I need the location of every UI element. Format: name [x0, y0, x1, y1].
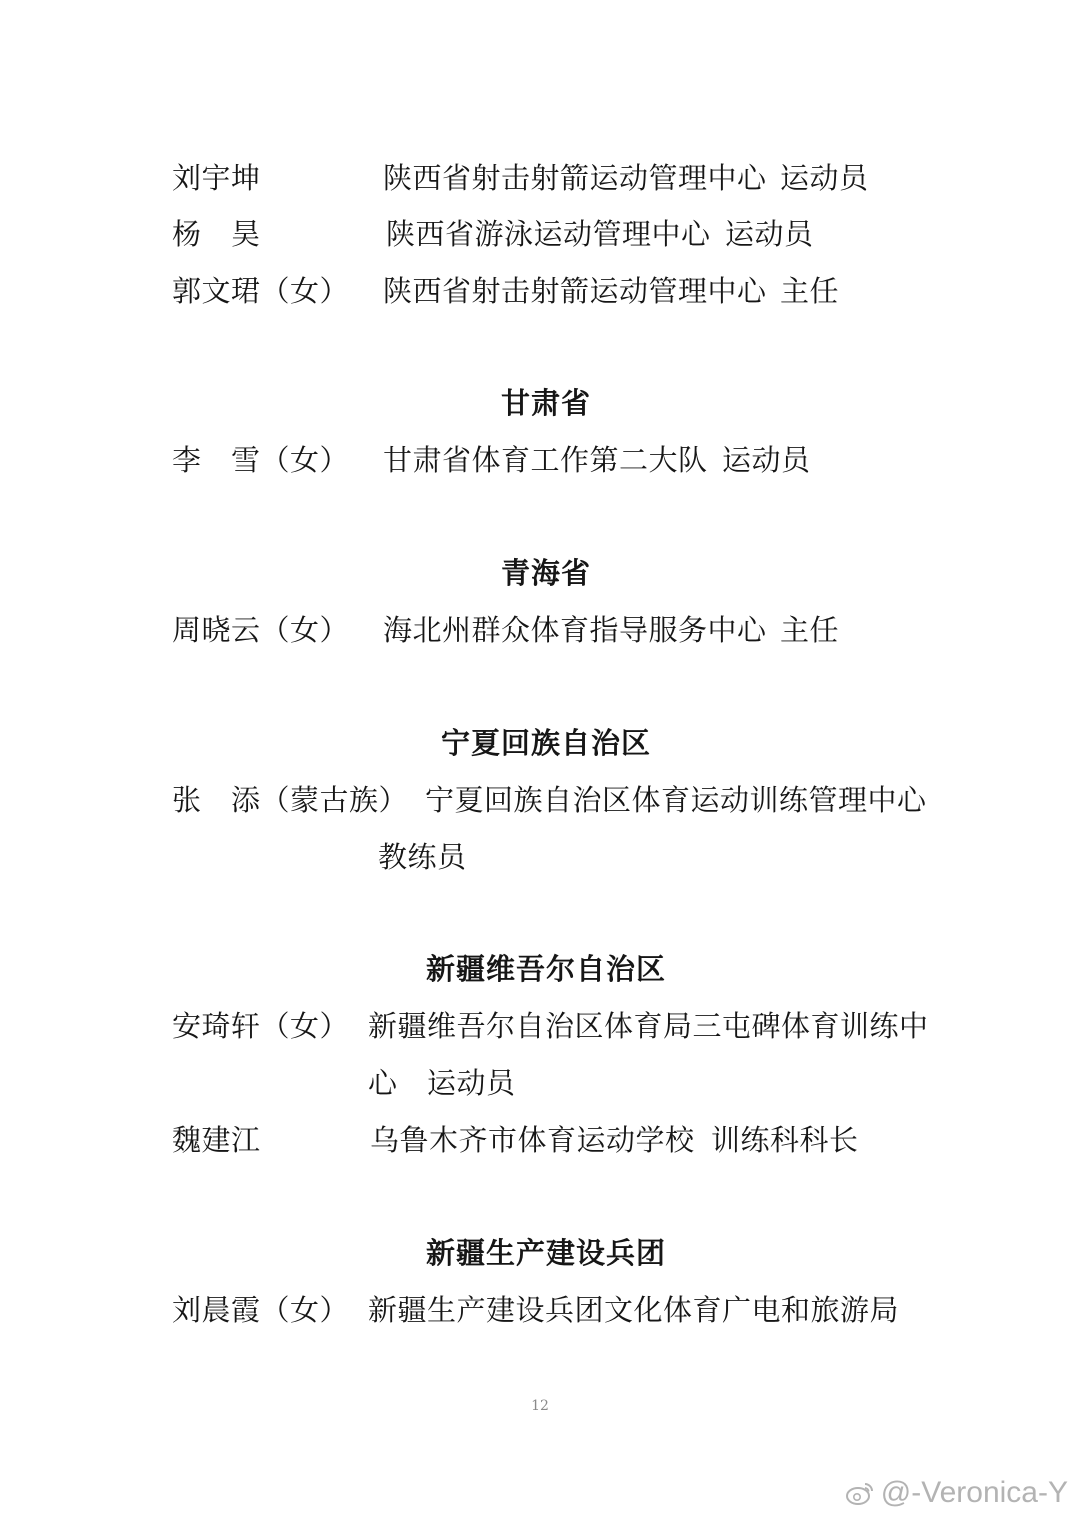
person-name: 魏建江 — [172, 1123, 261, 1157]
person-name: 张 添（蒙古族） — [172, 783, 409, 817]
weibo-icon — [845, 1480, 875, 1506]
organization: 新疆生产建设兵团文化体育广电和旅游局 — [368, 1293, 900, 1327]
organization: 宁夏回族自治区体育运动训练管理中心 — [425, 783, 927, 817]
person-name: 杨 昊 — [172, 217, 261, 251]
organization-continued: 心 运动员 — [368, 1066, 516, 1100]
person-name: 刘宇坤 — [172, 161, 261, 195]
organization: 陕西省游泳运动管理中心 — [386, 217, 711, 251]
organization: 海北州群众体育指导服务中心 — [383, 613, 767, 647]
role: 运动员 — [722, 443, 811, 477]
page-number: 12 — [531, 1398, 549, 1414]
role: 运动员 — [725, 217, 814, 251]
organization: 乌鲁木齐市体育运动学校 — [370, 1123, 695, 1157]
watermark — [845, 1476, 1068, 1510]
organization: 陕西省射击射箭运动管理中心 — [383, 161, 767, 195]
person-name: 刘晨霞（女） — [172, 1293, 350, 1327]
person-name: 安琦轩（女） — [172, 1009, 350, 1043]
role: 教练员 — [378, 840, 467, 874]
watermark-text: @-Veronica-Y — [880, 1476, 1068, 1509]
role: 主任 — [780, 274, 840, 308]
organization: 甘肃省体育工作第二大队 — [383, 443, 708, 477]
organization: 陕西省射击射箭运动管理中心 — [383, 274, 767, 308]
person-name: 李 雪（女） — [172, 443, 350, 477]
role: 训练科科长 — [711, 1123, 859, 1157]
person-name: 周晓云（女） — [172, 613, 350, 647]
person-name: 郭文珺（女） — [172, 274, 350, 308]
section-heading: 新疆生产建设兵团 — [425, 1236, 666, 1270]
section-heading: 甘肃省 — [500, 386, 591, 420]
role: 主任 — [780, 613, 840, 647]
section-heading: 宁夏回族自治区 — [440, 726, 651, 760]
section-heading: 青海省 — [500, 556, 591, 590]
organization: 新疆维吾尔自治区体育局三屯碑体育训练中 — [368, 1009, 929, 1043]
section-heading: 新疆维吾尔自治区 — [425, 952, 666, 986]
role: 运动员 — [780, 161, 869, 195]
